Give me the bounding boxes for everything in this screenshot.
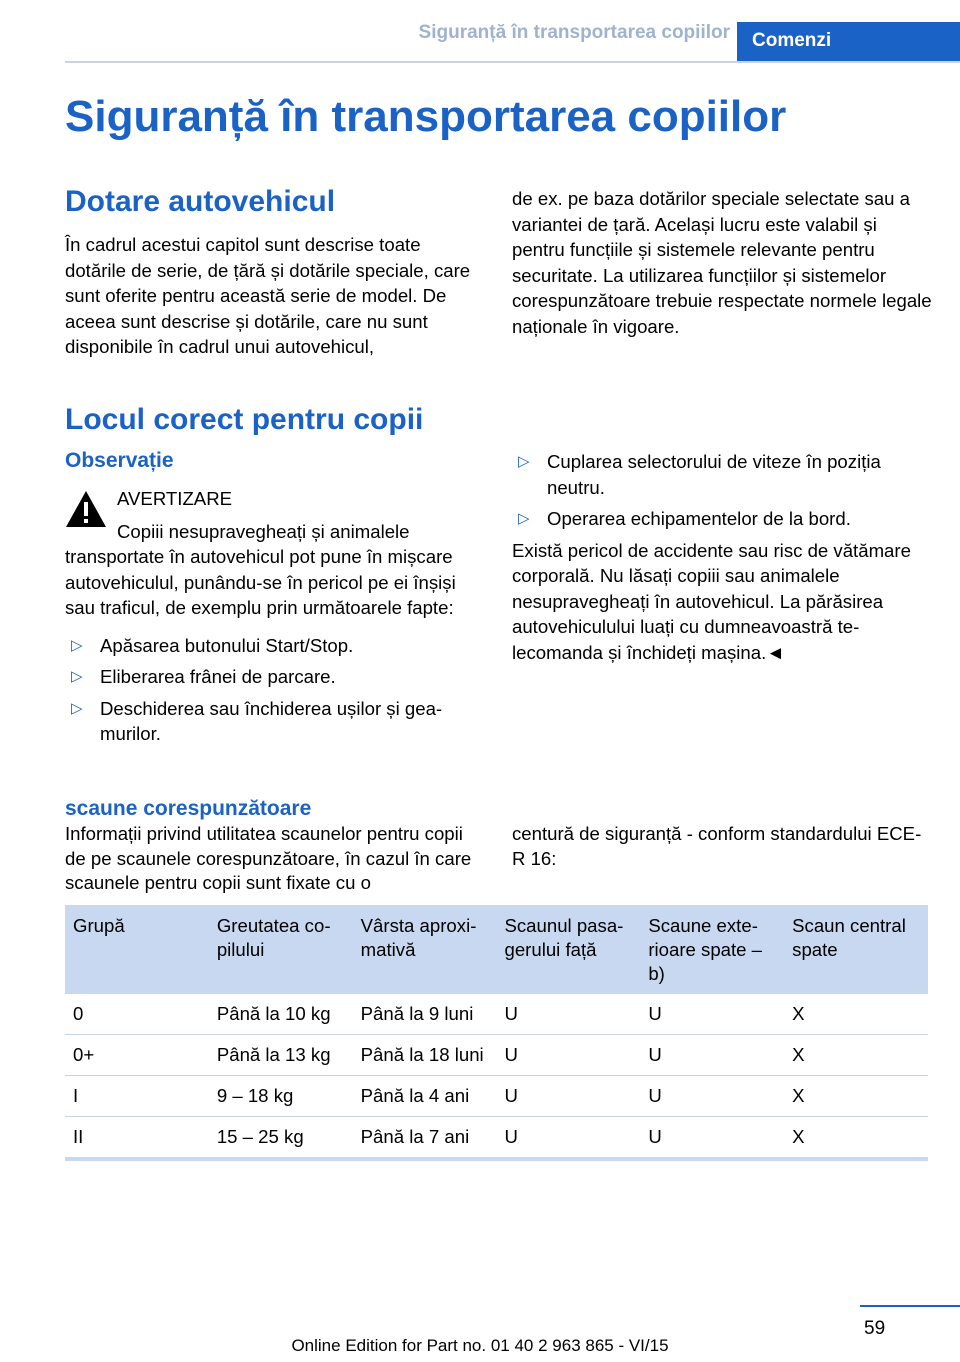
bullet-text: Cuplarea selectorului de viteze în poziția neutru. xyxy=(547,451,881,498)
table-cell: U xyxy=(496,1076,640,1117)
warning-text-rest: transportate în autovehicul pot pune în mișcare autovehiculul, punându-se în pericol pe ei înșiși sau traficul, de exemplu prin următoarele fapte: xyxy=(65,546,456,618)
scaune-right-text: centură de siguranță - conform standardului ECE-R 16: xyxy=(512,823,922,869)
bullet-text: Eliberarea frânei de parcare. xyxy=(100,666,336,687)
table-cell: U xyxy=(640,1117,784,1160)
table-cell: U xyxy=(640,994,784,1035)
table-cell: Până la 13 kg xyxy=(209,1035,353,1076)
list-item xyxy=(65,696,485,747)
bullet-marker-icon: ▷ xyxy=(518,453,530,470)
bullet-marker-icon: ▷ xyxy=(71,636,83,654)
observatie-right-column xyxy=(512,449,932,665)
scaune-heading: scaune corespunzătoare xyxy=(65,797,312,820)
column-header: Scaun central spate xyxy=(784,905,928,994)
table-cell: U xyxy=(496,1117,640,1160)
table-cell: X xyxy=(784,1035,928,1076)
bullet-text: Apăsarea butonului Start/Stop. xyxy=(100,634,354,656)
bullet-text: Operarea echipamentelor de la bord. xyxy=(547,508,851,529)
warning-conclusion: Există pericol de accidente sau risc de vătămare corporală. Nu lăsați copiii sau animalele nesupravegheați în autovehicul. La părăsirea autovehiculului luați cu dumneavoastră telecomanda și închideți mașina.◄ xyxy=(512,539,911,663)
list-item xyxy=(512,449,932,500)
table-cell: U xyxy=(640,1076,784,1117)
table-cell: U xyxy=(496,994,640,1035)
section-heading-locul: Locul corect pentru copii xyxy=(65,403,424,436)
table-cell: 9 – 18 kg xyxy=(209,1076,353,1117)
table-cell: II xyxy=(65,1117,209,1160)
table-cell: Până la 9 luni xyxy=(353,994,497,1035)
dotare-right-text: de ex. pe baza dotărilor speciale selectate sau a variantei de țară. Același lucru este valabil și pentru funcțiile și sistemele relevante pentru securitate. La utilizarea funcțiilor și sistemelor corespunzătoare trebuie respectate normele legale naționale în vigoare. xyxy=(512,188,932,337)
table-cell: 0+ xyxy=(65,1035,209,1076)
child-seat-table xyxy=(65,905,928,1161)
column-header: Vârsta aproximativă xyxy=(353,905,497,994)
edition-footer: Online Edition for Part no. 01 40 2 963 865 - VI/15 xyxy=(291,1336,669,1355)
list-item xyxy=(65,633,485,659)
dotare-left-text: În cadrul acestui capitol sunt descrise toate dotările de serie, de țără și dotările speciale, care sunt oferite pentru această serie de model. De aceea sunt descrise și dotările, care nu sunt disponibile în cadrul unui autovehicul, xyxy=(65,234,471,357)
table-cell: U xyxy=(640,1035,784,1076)
table-row xyxy=(65,1035,928,1076)
table-cell: X xyxy=(784,1117,928,1160)
list-item xyxy=(65,664,485,690)
list-item xyxy=(512,506,932,532)
table-row xyxy=(65,1076,928,1117)
table-cell: 15 – 25 kg xyxy=(209,1117,353,1160)
scaune-left-column xyxy=(65,822,485,896)
table-row xyxy=(65,1117,928,1160)
table-cell: Până la 10 kg xyxy=(209,994,353,1035)
bullet-marker-icon: ▷ xyxy=(518,510,530,527)
scaune-left-text: Informații privind utilitatea scaunelor pentru copii de pe scaunele corespunzătoare, în cazul în care scaunele pentru copii sunt fixate cu o xyxy=(65,823,472,893)
page-number: 59 xyxy=(864,1318,886,1339)
table-row xyxy=(65,994,928,1035)
table-cell: X xyxy=(784,1076,928,1117)
header-divider xyxy=(65,61,960,63)
table-cell: U xyxy=(496,1035,640,1076)
column-header: Grupă xyxy=(65,905,209,994)
table-cell: I xyxy=(65,1076,209,1117)
table-cell: X xyxy=(784,994,928,1035)
column-header: Scaunul pasagerului față xyxy=(496,905,640,994)
table-cell: Până la 4 ani xyxy=(353,1076,497,1117)
observatie-heading: Observație xyxy=(65,449,174,472)
scaune-right-column xyxy=(512,822,932,871)
header-tab-comenzi[interactable]: Comenzi xyxy=(737,22,960,62)
column-header: Greutatea copilului xyxy=(209,905,353,994)
bullet-text: Deschiderea sau închiderea ușilor și geamurilor. xyxy=(100,697,443,744)
footer-divider xyxy=(860,1305,960,1307)
page-title: Siguranță în transportarea copiilor xyxy=(65,92,787,141)
observatie-left-column xyxy=(65,486,485,747)
column-header: Scaune exterioare spate – b) xyxy=(640,905,784,994)
dotare-right-column xyxy=(512,186,932,339)
table-cell: 0 xyxy=(65,994,209,1035)
warning-text-first: Copiii nesupravegheați și animalele xyxy=(117,520,410,542)
running-header-section: Siguranță în transportarea copiilor xyxy=(418,22,730,43)
table-cell: Până la 7 ani xyxy=(353,1117,497,1160)
dotare-left-column xyxy=(65,232,485,360)
section-heading-dotare: Dotare autovehicul xyxy=(65,185,336,218)
bullet-marker-icon: ▷ xyxy=(71,668,83,685)
table-header-row xyxy=(65,905,928,994)
bullet-marker-icon: ▷ xyxy=(71,699,83,717)
warning-label: AVERTIZARE xyxy=(117,488,233,509)
table-cell: Până la 18 luni xyxy=(353,1035,497,1076)
